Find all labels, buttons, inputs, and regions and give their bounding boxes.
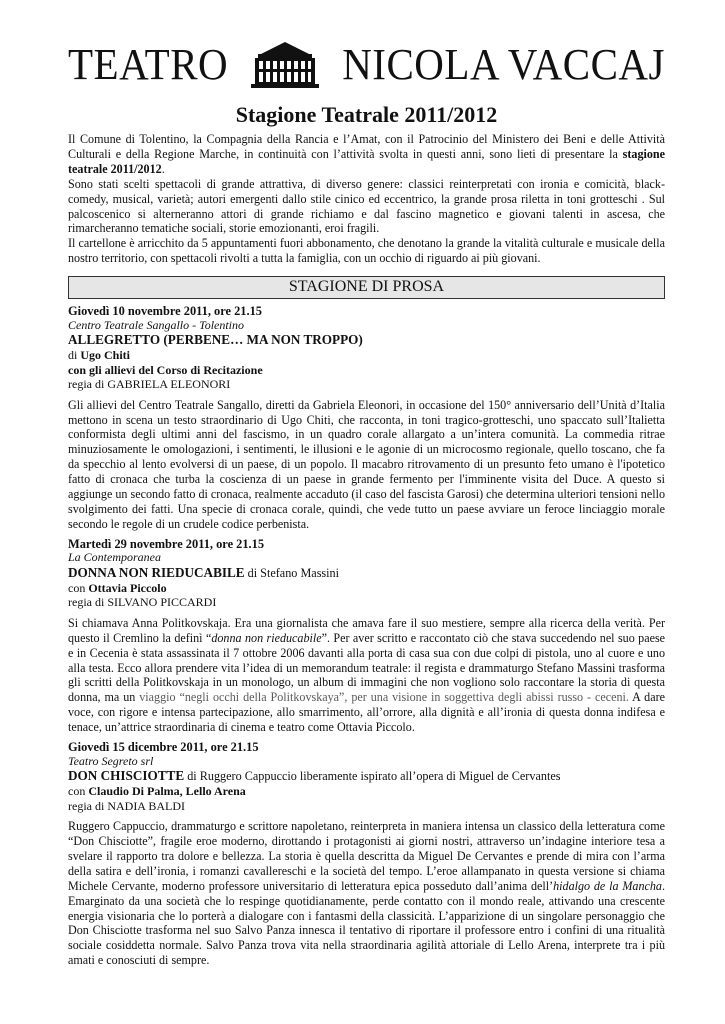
show-author: Ugo Chiti xyxy=(80,348,131,363)
intro-paragraph-3: Il cartellone è arricchito da 5 appuntamenti fuori abbonamento, che denotano la grande la vitalità culturale e musicale della nostro territorio, con spettacoli rivolti a tutta la famiglia, con un occhio di riguardo ai più giovani. xyxy=(68,236,665,266)
intro-text-end: . xyxy=(161,161,165,176)
show-author-line xyxy=(68,348,665,363)
section-banner: STAGIONE DI PROSA xyxy=(68,276,665,299)
masthead-nicola-vaccaj: NICOLA VACCAJ xyxy=(342,39,665,89)
show-entry xyxy=(68,740,665,968)
author-prefix: di xyxy=(68,348,81,363)
show-title: DON CHISCIOTTE xyxy=(68,768,185,784)
desc-text: . Emarginato da una società che lo respinge quotidianamente, perde contatto con il mondo reale, attivando una crescente energia visionaria che lo porterà a dialogare con i fantasmi della classicità. L’apparizione di un singolare personaggio che Don Chisciotte trasforma nel suo Salvo Panza innesca il tentativo di riportare il professore entro i confini di una ritualità sociale cosiddetta normale. Salvo Panza trova vita nella straordinaria agilità attoriale di Lello Arena, interprete tra i più amati e conosciuti di sempre. xyxy=(68,878,665,968)
document-page xyxy=(68,38,665,968)
desc-text: Si chiamava Anna Politkovskaja. Era una giornalista che amava fare il suo mestiere, sempre alla ricerca della verità. Per questo il Cremlino la definì “ xyxy=(68,615,665,645)
intro-text: Il Comune di Tolentino, la Compagnia della Rancia e l’Amat, con il Patrocinio del Ministero dei Beni e delle Attività Culturali e della Regione Marche, in continuità con l’attività svolta in questi anni, sono lieti di presentare la xyxy=(68,132,665,161)
show-date: Giovedì 15 dicembre 2011, ore 21.15 xyxy=(68,740,259,755)
show-description xyxy=(68,819,665,968)
show-cast: Claudio Di Palma, Lello Arena xyxy=(88,784,246,799)
show-venue: Teatro Segreto srl xyxy=(68,753,154,768)
show-date: Giovedì 10 novembre 2011, ore 21.15 xyxy=(68,304,262,319)
desc-text: ”. Per aver scritto e raccontato ciò che stava succedendo nel suo paese e in Cecenia è stata assassinata il 7 ottobre 2006 davanti alla porta di casa sua con due colpi di pistola, uno al cuore e uno alla testa. Ecco allora prendere vita l’idea di un memorandum teatrale: il regista e drammaturgo Stefano Massini trasforma gli scritti della Politkovskaja in un monologo, un album di immagini che non vogliono solo raccontare la storia di questa donna, ma un xyxy=(68,630,666,705)
intro-paragraph-2: Sono stati scelti spettacoli di grande attrattiva, di diverso genere: classici reinterpretati con ironia e comicità, black-comedy, musical, varietà; autori emergenti dallo stile cinico ed eccentrico, la grande prosa riletta in toni grotteschi . Sul palcoscenico si alterneranno attori di grande richiamo e dal fascino magnetico e giovani talenti in ascesa, che rimarcheranno tematiche sociali, storie emozionanti, eroi fragili. xyxy=(68,176,665,236)
intro-paragraph-1 xyxy=(68,132,665,177)
cast-prefix: con xyxy=(68,580,89,595)
show-cast-line xyxy=(68,581,665,596)
desc-italic: donna non rieducabile xyxy=(211,630,322,645)
show-cast-line xyxy=(68,784,665,799)
show-venue: Centro Teatrale Sangallo - Tolentino xyxy=(68,317,245,332)
show-date: Martedì 29 novembre 2011, ore 21.15 xyxy=(68,536,265,551)
show-entry xyxy=(68,537,665,735)
show-director: regia di SILVANO PICCARDI xyxy=(68,595,217,610)
show-cast: Ottavia Piccolo xyxy=(88,580,167,595)
show-director: regia di NADIA BALDI xyxy=(68,798,185,813)
season-title: Stagione Teatrale 2011/2012 xyxy=(235,102,498,127)
show-description xyxy=(68,616,665,735)
show-title-line xyxy=(68,565,665,581)
show-entry xyxy=(68,304,665,532)
show-description: Gli allievi del Centro Teatrale Sangallo, diretti da Gabriela Eleonori, in occasione del 150° anniversario dell’Unità d’Italia mettono in scena un testo straordinario di Ugo Chiti, che racconta, in toni tragico-grotteschi, uno spaccato sull’Italietta conformista degli ultimi anni del fascismo, in un quadro corale allargato a un’intera comunità. La commedia ritrae minuziosamente le omologazioni, i sentimenti, le illusioni e le agonie di un microcosmo regionale, quello toscano, che fa da specchio al lento evolversi di un paese, di un popolo. Il macabro ritrovamento di un presunto feto umano è l'ipotetico fatto di cronaca che turba la coscienza di un paese in grande fermento per l'imminente visita del Duce. A questo si aggiunge un secondo fatto di cronaca, realmente accaduto (il caso del fascista Garosi) che determina ulteriori tensioni nello svolgimento dei fatti. Una specie di cronaca corale, quindi, che vede tutto un paese avviare un feroce linciaggio morale secondo le regole di un crudele codice perbenista. xyxy=(68,397,665,531)
show-title: DONNA NON RIEDUCABILE xyxy=(68,564,245,580)
show-title: ALLEGRETTO (PERBENE… MA NON TROPPO) xyxy=(68,332,363,348)
show-title-suffix: di Stefano Massini xyxy=(244,565,340,580)
intro xyxy=(68,132,665,266)
show-cast: con gli allievi del Corso di Recitazione xyxy=(68,362,263,377)
show-title-line xyxy=(68,768,665,784)
theatre-building-icon xyxy=(247,40,323,88)
desc-gray-text: viaggio “negli occhi della Politkovskaya”, per una visione in soggettiva degli abissi russo - ceceni. xyxy=(139,690,629,705)
desc-italic: hidalgo de la Mancha xyxy=(553,878,662,893)
show-title-line xyxy=(68,332,665,348)
cast-prefix: con xyxy=(68,784,89,799)
show-title-suffix: di Ruggero Cappuccio liberamente ispirato all’opera di Miguel de Cervantes xyxy=(184,769,561,784)
masthead-teatro: TEATRO xyxy=(68,39,229,89)
show-venue: La Contemporanea xyxy=(68,550,161,565)
desc-text: Ruggero Cappuccio, drammaturgo e scrittore napoletano, reinterpreta in maniera intensa un classico della letteratura come “Don Chisciotte”, fragile eroe moderno, dirottando i protagonisti ai giorni nostri, attraverso un’indagine interiore tesa a svelare il rapporto tra dolore e bellezza. La storia è quella descritta da Miguel De Cervantes e prende di mira con l’arma della satira e dell’ironia, i romanzi cavallereschi e la società del tempo. L’eroe allampanato in questa versione si chiama Michele Cervante, moderno professore universitario di letteratura epica posseduto dall’anima dell’ xyxy=(68,819,665,893)
show-director: regia di GABRIELA ELEONORI xyxy=(68,377,231,392)
desc-text: A dare voce, con rigore e intensa partecipazione, allo smarrimento, all’orrore, alla dignità e all’ironia di questa donna indifesa e tenace, un’attrice straordinaria di cinema e teatro come Ottavia Piccolo. xyxy=(68,690,665,735)
masthead xyxy=(68,38,665,90)
intro-season-bold: stagione teatrale 2011/2012 xyxy=(68,146,665,176)
